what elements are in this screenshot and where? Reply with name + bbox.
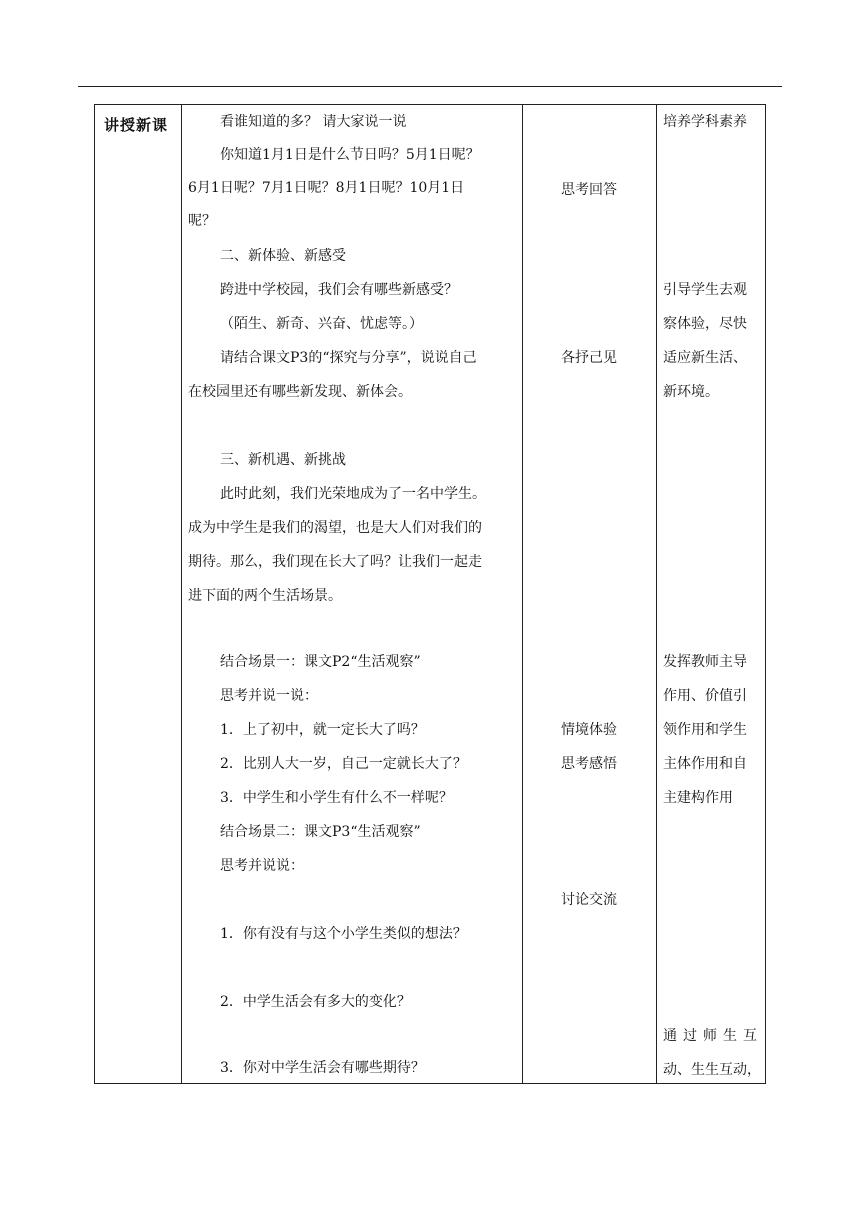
section-heading: 二、新体验、新感受 — [220, 248, 346, 264]
design-intent: 领作用和学生 — [663, 722, 747, 738]
question-item: 1．你有没有与这个小学生类似的想法？ — [220, 926, 467, 942]
design-intent: 发挥教师主导 — [663, 654, 747, 670]
row-label: 讲授新课 — [104, 116, 169, 134]
content-line: 期待。那么，我们现在长大了吗？让我们一起走 — [188, 554, 482, 570]
student-activity: 各抒己见 — [561, 350, 617, 366]
content-line: 6月1日呢？7月1日呢？8月1日呢？10月1日 — [188, 180, 465, 196]
page-header-rule — [78, 86, 782, 87]
table-divider-3 — [656, 105, 657, 1083]
question-item: 2．比别人大一岁，自己一定就长大了？ — [220, 756, 467, 772]
content-line: 此时此刻，我们光荣地成为了一名中学生。 — [220, 486, 486, 502]
content-line: 在校园里还有哪些新发现、新体会。 — [188, 384, 412, 400]
design-intent: 引导学生去观 — [663, 282, 747, 298]
content-line: 结合场景二：课文P3“生活观察” — [220, 824, 421, 840]
content-line: （陌生、新奇、兴奋、忧虑等。） — [220, 316, 423, 332]
content-line: 思考并说说： — [220, 858, 304, 874]
design-intent: 新环境。 — [663, 384, 719, 400]
question-item: 2．中学生活会有多大的变化？ — [220, 994, 411, 1010]
design-intent: 动、生生互动， — [663, 1062, 761, 1078]
table-divider-2 — [522, 105, 523, 1083]
design-intent: 通过师生互 — [663, 1028, 757, 1044]
content-line: 跨进中学校园，我们会有哪些新感受？ — [220, 282, 458, 298]
student-activity: 思考感悟 — [561, 756, 617, 772]
content-line: 思考并说一说： — [220, 688, 318, 704]
design-intent: 适应新生活、 — [663, 350, 747, 366]
question-item: 1．上了初中，就一定长大了吗？ — [220, 722, 425, 738]
content-line: 成为中学生是我们的渴望，也是大人们对我们的 — [188, 520, 482, 536]
content-line: 进下面的两个生活场景。 — [188, 588, 342, 604]
table-divider-1 — [181, 105, 182, 1083]
design-intent: 主建构作用 — [663, 790, 733, 806]
content-line: 你知道1月1日是什么节日吗？5月1日呢？ — [220, 147, 480, 163]
section-heading: 三、新机遇、新挑战 — [220, 452, 346, 468]
design-intent: 培养学科素养 — [663, 114, 747, 130]
content-line: 结合场景一：课文P2“生活观察” — [220, 654, 421, 670]
content-line: 请结合课文P3的“探究与分享”，说说自己 — [220, 350, 477, 366]
question-item: 3．中学生和小学生有什么不一样呢？ — [220, 790, 453, 806]
design-intent: 察体验，尽快 — [663, 316, 747, 332]
design-intent: 主体作用和自 — [663, 756, 747, 772]
student-activity: 讨论交流 — [561, 892, 617, 908]
student-activity: 情境体验 — [561, 722, 617, 738]
content-line: 看谁知道的多？ 请大家说一说 — [220, 114, 407, 130]
content-line: 呢？ — [188, 213, 216, 229]
design-intent: 作用、价值引 — [663, 688, 747, 704]
student-activity: 思考回答 — [561, 182, 617, 198]
question-item: 3．你对中学生活会有哪些期待？ — [220, 1060, 425, 1076]
